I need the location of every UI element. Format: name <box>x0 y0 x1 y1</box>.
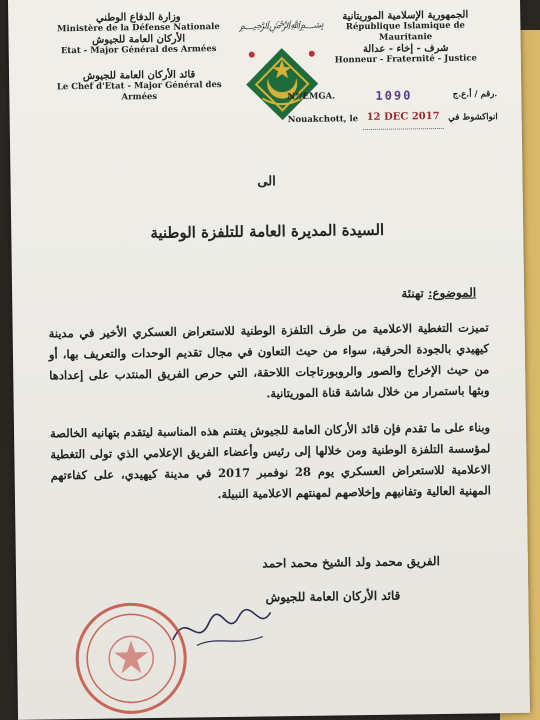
ref-number: 1090 <box>375 88 413 103</box>
chief-fr: Le Chef d'Etat - Major Général des Armées <box>56 80 222 103</box>
reference-block <box>287 83 498 131</box>
chief-ar: قائد الأركان العامة للجيوش <box>82 69 196 82</box>
signatory-name: الفريق محمد ولد الشيخ محمد احمد <box>262 554 440 571</box>
date-stamp: 12 DEC 2017 <box>363 106 444 130</box>
motto-ar: شرف - إخاء - عدالة <box>362 42 449 56</box>
staff-ar: الأركان العامة للجيوش <box>91 33 186 46</box>
ref-label-fr: N°/EMGA. <box>287 91 336 103</box>
addressee: السيدة المديرة العامة للتلفزة الوطنية <box>150 220 385 243</box>
paragraph-2: وبناء على ما تقدم فإن قائد الأركان العامة للجيوش يغتنم هذه المناسبة ليتقدم بتهانيه الخالصة لمؤسسة التلفزة الوطنية ومن خلالها إلى رئيس وأعضاء الفريق الإعلامي الذي تولى التغطية الاعلامية للاستعراض العسكري يوم 28 نوفمبر 2017 في مدينة كيهيدي، على كفاءتهم المهنية العالية وتفانيهم وإخلاصهم لمهنتهم الاعلامية النبيلة. <box>49 420 491 502</box>
official-seal-icon <box>70 598 192 720</box>
place-label-ar: انواكشوط في <box>448 111 498 123</box>
header-left <box>48 11 229 105</box>
subject-label: الموضوع: <box>427 285 477 301</box>
to-label: الى <box>257 174 276 190</box>
signatory-title: قائد الأركان العامة للجيوش <box>265 588 401 605</box>
paragraph-1: تميزت التغطية الاعلامية من طرف التلفزة الوطنية للاستعراض العسكري الأخير في مدينة كيهيدي بالجودة الحرفية، سواء من حيث التعاون في مجال تقديم الوحدات والتعريف بها، أو من حيث الإخراج والصور والروبورتاجات اللاحقة، التي حرص الفريق المنتدب على إعدادها وبثها باستمرار من خلال شاشة قناة الموريتانية. <box>48 320 490 401</box>
subject-line <box>401 285 476 300</box>
republic-fr: République Islamique de Mauritanie <box>345 20 466 43</box>
ministry-ar: وزارة الدفاع الوطني <box>95 11 181 24</box>
subject-value: تهنئة <box>401 286 424 301</box>
ministry-fr: Ministère de la Défense Nationale <box>57 22 220 35</box>
ref-label-ar: رقم / أ.ع.ج. <box>452 89 498 100</box>
staff-fr: Etat - Major Général des Armées <box>60 44 217 57</box>
svg-text:﷽: ﷽ <box>239 17 324 32</box>
motto-fr: Honneur - Fraternité - Justice <box>334 53 478 66</box>
place-label-fr: Nouakchott, le <box>287 113 359 125</box>
letter-sheet <box>8 0 530 720</box>
header-right <box>320 9 491 66</box>
republic-ar: الجمهورية الإسلامية الموريتانية <box>342 9 469 23</box>
